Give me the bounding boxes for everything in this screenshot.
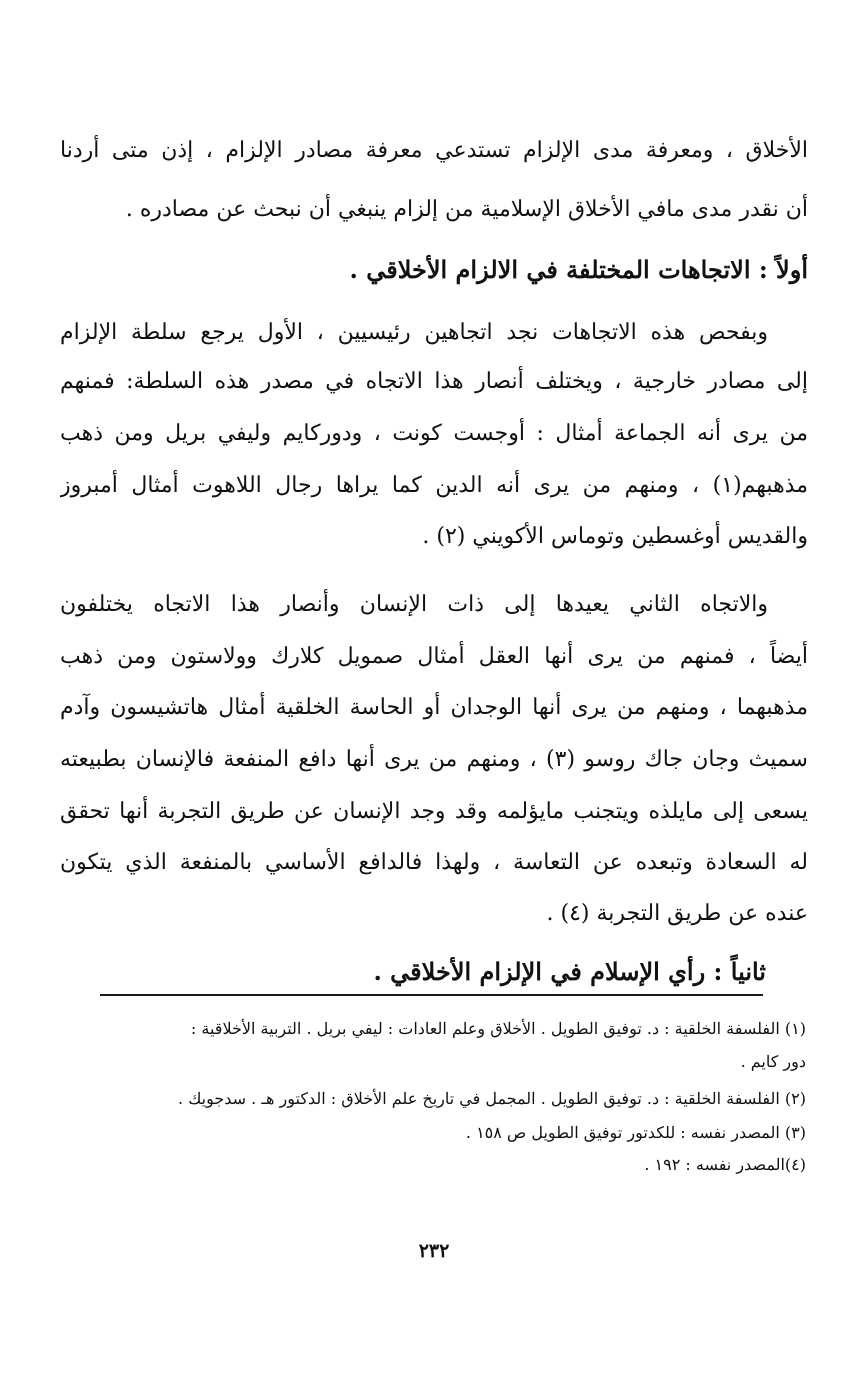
body-line: مذهبهما ، ومنهم من يرى أنها الوجدان أو الحاسة الخلقية أمثال هاتشيسون وآدم <box>60 695 808 720</box>
body-line: عنده عن طريق التجربة (٤) . <box>546 901 808 926</box>
footnote-divider <box>100 994 763 996</box>
footnote-line: (٢) الفلسفة الخلقية : د. توفيق الطويل . المجمل في تاريخ علم الأخلاق : الدكتور هـ . سدجويك . <box>178 1089 806 1108</box>
body-line: من يرى أنه الجماعة أمثال : أوجست كونت ، ودوركايم وليفي بريل ومن ذهب <box>60 421 808 446</box>
body-line: له السعادة وتبعده عن التعاسة ، ولهذا فالدافع الأساسي بالمنفعة الذي يتكون <box>60 850 808 875</box>
footnote-line: دور كايم . <box>740 1052 806 1071</box>
body-line: أن نقدر مدى مافي الأخلاق الإسلامية من إلزام ينبغي أن نبحث عن مصادره . <box>125 197 808 222</box>
body-line: والاتجاه الثاني يعيدها إلى ذات الإنسان وأنصار هذا الاتجاه يختلفون <box>60 592 768 617</box>
footnote-line: (٤)المصدر نفسه : ١٩٢ . <box>644 1155 806 1174</box>
page-number: ٢٣٢ <box>418 1240 450 1262</box>
body-line: الأخلاق ، ومعرفة مدى الإلزام تستدعي معرفة مصادر الإلزام ، إذن متى أردنا <box>60 138 808 163</box>
body-line: يسعى إلى مايلذه ويتجنب مايؤلمه وقد وجد الإنسان عن طريق التجربة أنها تحقق <box>60 799 808 824</box>
body-line: مذهبهم(١) ، ومنهم من يرى أنه الدين كما يراها رجال اللاهوت أمثال أمبروز <box>60 473 808 498</box>
body-line: أيضاً ، فمنهم من يرى أنها العقل أمثال صمويل كلارك وولاستون ومن ذهب <box>60 644 808 669</box>
footnote-line: (١) الفلسفة الخلقية : د. توفيق الطويل . الأخلاق وعلم العادات : ليفي بريل . التربية الأخلاقية : <box>190 1019 806 1038</box>
section-heading-second: ثانياً : رأي الإسلام في الإلزام الأخلاقي . <box>373 957 766 986</box>
body-line: والقديس أوغسطين وتوماس الأكويني (٢) . <box>422 524 808 549</box>
footnote-line: (٣) المصدر نفسه : للكدتور توفيق الطويل ص ١٥٨ . <box>465 1123 806 1142</box>
body-line: وبفحص هذه الاتجاهات نجد اتجاهين رئيسيين ، الأول يرجع سلطة الإلزام <box>60 320 768 345</box>
body-line: سميث وجان جاك روسو (٣) ، ومنهم من يرى أنها دافع المنفعة فالإنسان بطبيعته <box>60 747 808 772</box>
body-line: إلى مصادر خارجية ، ويختلف أنصار هذا الاتجاه في مصدر هذه السلطة: فمنهم <box>60 369 808 394</box>
section-heading-first: أولاً : الاتجاهات المختلفة في الالزام الأخلاقي . <box>349 255 808 284</box>
